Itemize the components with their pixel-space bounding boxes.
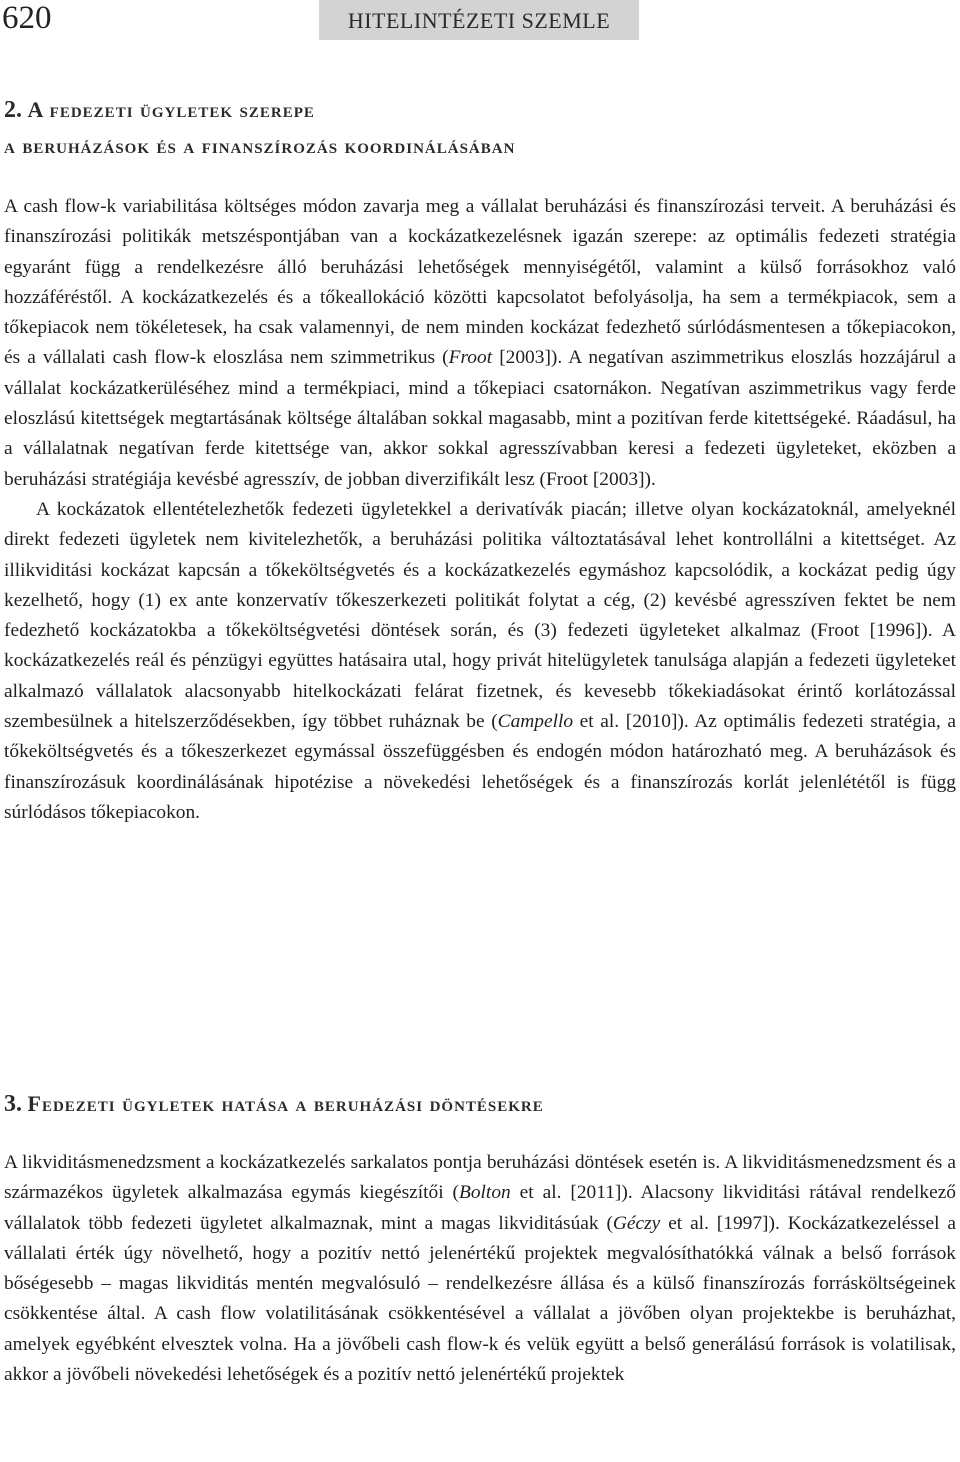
section-2-number: 2. xyxy=(4,97,22,123)
text-run: et al. [2010]). Az optimális fedezeti stratégia, a tőkeköltségvetés és a tőkeszerkezet egymással összefüggésben és endogén módon határozható meg. A beruházások és finanszírozásuk koordinálásának hipotézise a növekedési lehetőségek és a finanszírozás korlát jelenlététől is függ súrlódásos tőkepiacokon. xyxy=(4,711,956,823)
journal-title-header: HITELINTÉZETI SZEMLE xyxy=(319,0,639,40)
section-3-paragraph-1 xyxy=(4,1148,956,1390)
text-run: A cash flow-k variabilitása költséges módon zavarja meg a vállalat beruházási és finanszírozási terveit. A beruházási és finanszírozási politikák metszéspontjában van a kockázatkezelésnek igazán szerepe: az optimális fedezeti stratégia egyaránt függ a rendelkezésre álló beruházási lehetőségek mennyiségétől, valamint a külső forrásokhoz való hozzáféréstől. A kockázatkezelés és a tőkeallokáció közötti kapcsolatot befolyásolja, ha sem a termékpiacok, sem a tőkepiacok nem tökéletesek, ha csak valamennyi, de nem minden kockázat fedezhető súrlódásmentesen a tőkepiacokon, és a vállalati cash flow-k eloszlása nem szimmetrikus ( xyxy=(4,196,956,369)
text-run: A likviditásmenedzsment a kockázatkezelés sarkalatos pontja beruházási döntések esetén is. A likviditásmenedzsment és a származékos ügyletek alkalmazása egymás kiegészítői ( xyxy=(4,1152,956,1204)
section-2-paragraph-1 xyxy=(4,192,956,495)
section-2-heading xyxy=(4,92,954,164)
section-3-heading xyxy=(4,1086,954,1122)
text-run: et al. [2011]). Alacsony likviditási rátával rendelkező vállalatok több fedezeti ügyletet alkalmaznak, mint a magas likviditásúak ( xyxy=(4,1182,956,1234)
text-run: A kockázatok ellentételezhetők fedezeti ügyletekkel a derivatívák piacán; illetve olyan kockázatoknál, amelyeknél direkt fedezeti ügyletek nem kivitelezhetők, a beruházási politika változtatásával lehet kontrollálni a kitettséget. Az illikviditási kockázat kapcsán a tőkeköltségvetés és a kockázatkezelés egymáshoz kapcsolódik, a kockázat pedig úgy kezelhető, hogy (1) ex ante konzervatív tőkeszerkezeti politikát folytat a cég, (2) kevésbé agresszíven fektet be nem fedezhető kockázatokba a tőkeköltségvetési döntések során, és (3) fedezeti ügyleteket alkalmaz (Froot [1996]). A kockázatkezelés reál és pénzügyi együttes hatásaira utal, hogy privát hitelügyletek tanulsága alapján a fedezeti ügyleteket alkalmazó vállalatok alacsonyabb hitelkockázati felárat fizetnek, és kevesebb tőkekiadásokat érintő korlátozással szembesülnek a hitelszerződésekben, így többet ruháznak be ( xyxy=(4,498,956,733)
section-2-paragraph-2 xyxy=(4,495,956,828)
section-2-title-line-1: A fedezeti ügyletek szerepe xyxy=(27,97,315,122)
section-3-title: Fedezeti ügyletek hatása a beruházási döntésekre xyxy=(27,1091,544,1116)
text-run: [2003]). A negatívan aszimmetrikus eloszlás hozzájárul a vállalat kockázatkerüléséhez mind a termékpiaci, mind a tőkepiaci csatornákon. Negatívan aszimmetrikus vagy ferde eloszlású kitettségek megtartásának költsége általában sokkal magasabb, mint a pozitívan ferde kitettségeké. Ráadásul, ha a vállalatnak negatívan ferde kitettsége van, akkor sokkal agresszívabban keresi a fedezeti ügyleteket, eközben a beruházási stratégiája kevésbé agresszív, de jobban diverzifikált lesz (Froot [2003]). xyxy=(4,347,956,490)
section-3-number: 3. xyxy=(4,1091,22,1117)
section-2-title-line-2: a beruházások és a finanszírozás koordinálásában xyxy=(4,133,516,158)
section-2-body xyxy=(4,192,956,828)
text-run: et al. [1997]). Kockázatkezeléssel a vállalati érték úgy növelhető, hogy a pozitív nettó jelenértékű projektek megvalósíthatókká válnak a belső források bőségesebb – magas likviditás mentén megvalósuló – rendelkezésre állása és a külső finanszírozás forrásköltségeinek csökkentése által. A cash flow volatilitásának csökkentésével a vállalat a jövőben olyan projektekbe is beruházhat, amelyek egyébként elvesztek volna. Ha a jövőbeli cash flow-k és velük együtt a belső generálású források is volatilisak, akkor a jövőbeli növekedési lehetőségek és a pozitív nettó jelenértékű projektek xyxy=(4,1212,956,1386)
citation-author: Géczy xyxy=(612,1212,661,1234)
citation-author: Froot xyxy=(448,347,493,369)
citation-author: Campello xyxy=(497,711,574,733)
section-3-body xyxy=(4,1148,956,1390)
citation-author: Bolton xyxy=(459,1182,511,1204)
page-number: 620 xyxy=(2,0,52,36)
